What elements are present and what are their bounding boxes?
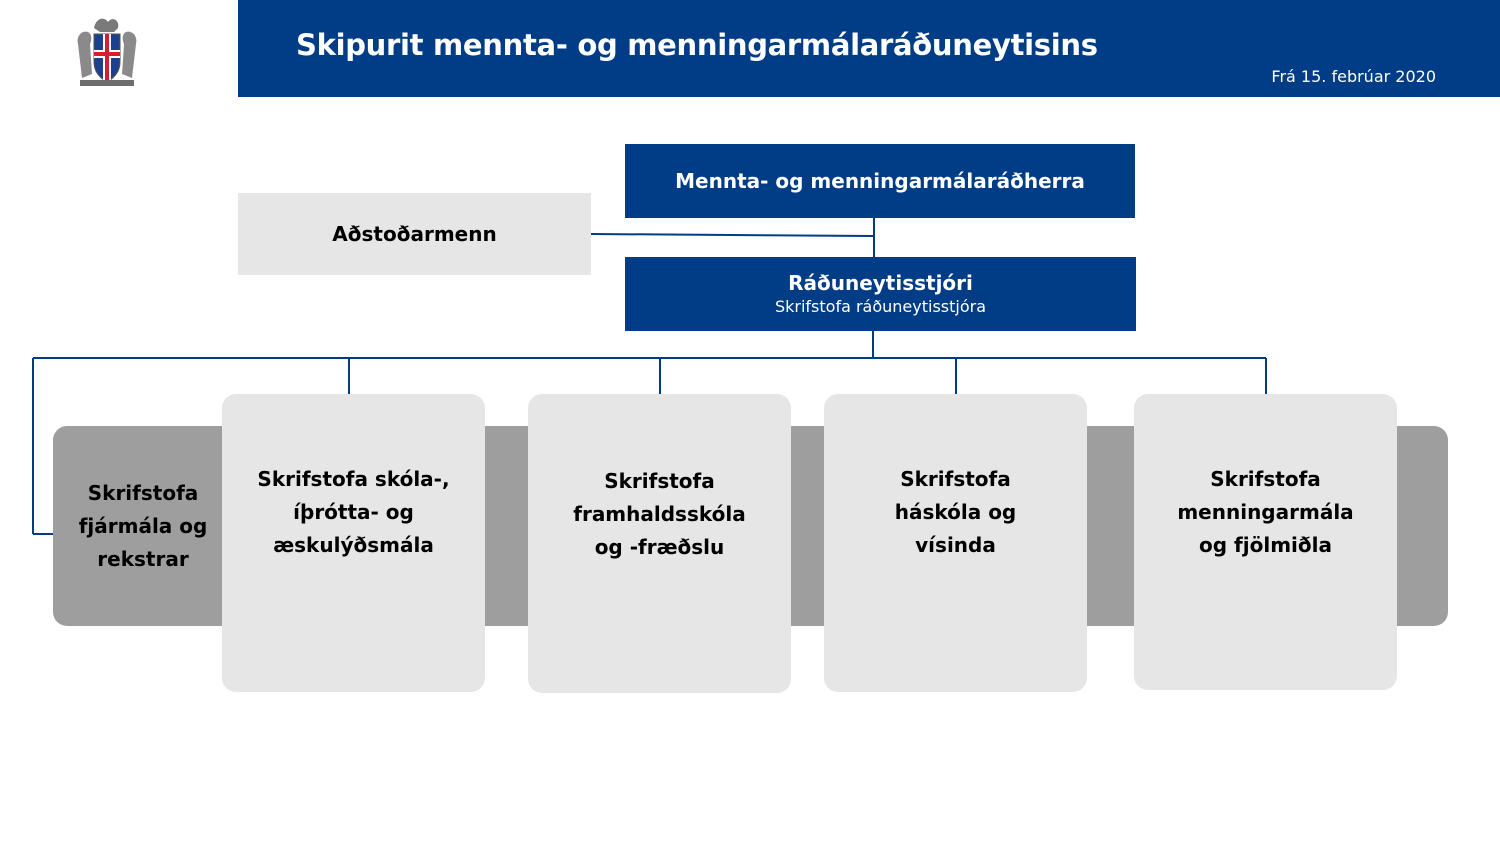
department-schools-sports-box bbox=[222, 394, 485, 692]
page-date: Frá 15. febrúar 2020 bbox=[1271, 67, 1436, 86]
minister-box bbox=[625, 144, 1135, 218]
department-finance-box bbox=[53, 426, 233, 626]
permanent-secretary-box bbox=[625, 257, 1136, 331]
department-secondary-schools-box bbox=[528, 394, 791, 693]
icelandic-coat-of-arms-icon bbox=[72, 14, 142, 90]
department-schools-sports-label: Skrifstofa skóla-, íþrótta- og æskulýðsmála bbox=[257, 466, 450, 557]
department-universities-science-box bbox=[824, 394, 1087, 692]
minister-label: Mennta- og menningarmálaráðherra bbox=[675, 169, 1085, 193]
assistants-box bbox=[238, 193, 591, 275]
permanent-secretary-title: Ráðuneytisstjóri bbox=[788, 271, 973, 295]
page-title: Skipurit mennta- og menningarmálaráðuneytisins bbox=[296, 28, 1098, 62]
permanent-secretary-office: Skrifstofa ráðuneytisstjóra bbox=[774, 297, 987, 316]
department-culture-media-box bbox=[1134, 394, 1397, 690]
department-secondary-schools-label: Skrifstofa framhaldsskóla og -fræðslu bbox=[573, 469, 746, 559]
header-bar bbox=[238, 0, 1500, 97]
department-universities-science-label: Skrifstofa háskóla og vísinda bbox=[894, 466, 1017, 557]
assistants-label: Aðstoðarmenn bbox=[332, 222, 497, 246]
department-culture-media-label: Skrifstofa menningarmála og fjölmiðla bbox=[1177, 466, 1354, 557]
department-finance-label: Skrifstofa fjármála og rekstrar bbox=[78, 480, 208, 571]
